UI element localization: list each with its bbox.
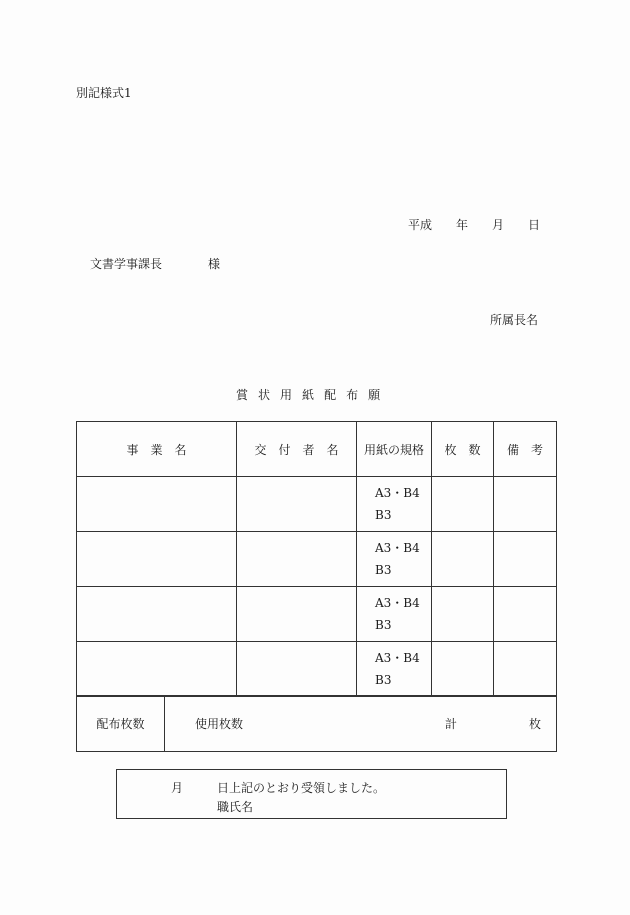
total-label: 計 [445,717,458,731]
paper-option-a3-b4: A3・B4 [375,596,420,610]
date-day: 日 [528,218,541,232]
unit-label: 枚 [529,717,542,731]
event-name-cell[interactable] [77,587,237,642]
event-name-cell[interactable] [77,477,237,532]
count-cell[interactable] [432,477,494,532]
recipient-name-cell[interactable] [237,587,357,642]
paper-option-a3-b4: A3・B4 [375,486,420,500]
title-char: 用 [280,388,293,402]
date-year: 年 [456,218,469,232]
recipient-name-cell[interactable] [237,642,357,697]
title-char: 状 [258,388,271,402]
date-month: 月 [492,218,505,232]
count-cell[interactable] [432,532,494,587]
paper-option-a3-b4: A3・B4 [375,541,420,555]
paper-option-b3: B3 [375,673,392,687]
event-name-cell[interactable] [77,642,237,697]
remarks-cell[interactable] [494,587,557,642]
paper-option-b3: B3 [375,508,392,522]
title-char: 配 [324,388,337,402]
paper-option-b3: B3 [375,563,392,577]
header-paper-spec: 用紙の規格 [357,422,432,477]
header-recipient-name: 交 付 者 名 [237,422,357,477]
receipt-statement: 日上記のとおり受領しました。 [217,781,386,795]
table-row [77,477,557,532]
header-remarks: 備 考 [494,422,557,477]
distributed-count-label: 配布枚数 [77,696,165,752]
table-header-row [77,422,557,477]
used-count-label: 使用枚数 [195,717,244,731]
receipt-box [116,769,507,819]
document-title [236,386,380,403]
paper-spec-cell [357,587,432,642]
title-char: 紙 [302,388,315,402]
totals-row [77,696,557,752]
addressee-honorific: 様 [208,257,221,271]
remarks-cell[interactable] [494,477,557,532]
recipient-name-cell[interactable] [237,532,357,587]
title-char: 布 [346,388,359,402]
event-name-cell[interactable] [77,532,237,587]
paper-option-a3-b4: A3・B4 [375,651,420,665]
totals-table [76,695,557,752]
paper-spec-cell [357,532,432,587]
table-row [77,642,557,697]
title-char: 賞 [236,388,249,402]
addressee-name: 文書学事課長 [90,257,163,271]
count-cell[interactable] [432,587,494,642]
form-label: 別記様式1 [76,86,132,100]
affiliation-head-label: 所属長名 [490,313,539,327]
receipt-month: 月 [171,781,184,795]
count-cell[interactable] [432,642,494,697]
date-era: 平成 [408,218,433,232]
table-row [77,587,557,642]
header-count: 枚 数 [432,422,494,477]
table-row [77,532,557,587]
remarks-cell[interactable] [494,642,557,697]
receipt-name-label: 職氏名 [217,800,254,814]
paper-option-b3: B3 [375,618,392,632]
title-char: 願 [368,388,381,402]
used-count-cell[interactable] [165,696,557,752]
paper-spec-cell [357,477,432,532]
recipient-name-cell[interactable] [237,477,357,532]
remarks-cell[interactable] [494,532,557,587]
paper-spec-cell [357,642,432,697]
distribution-table [76,421,557,697]
header-event-name: 事 業 名 [77,422,237,477]
